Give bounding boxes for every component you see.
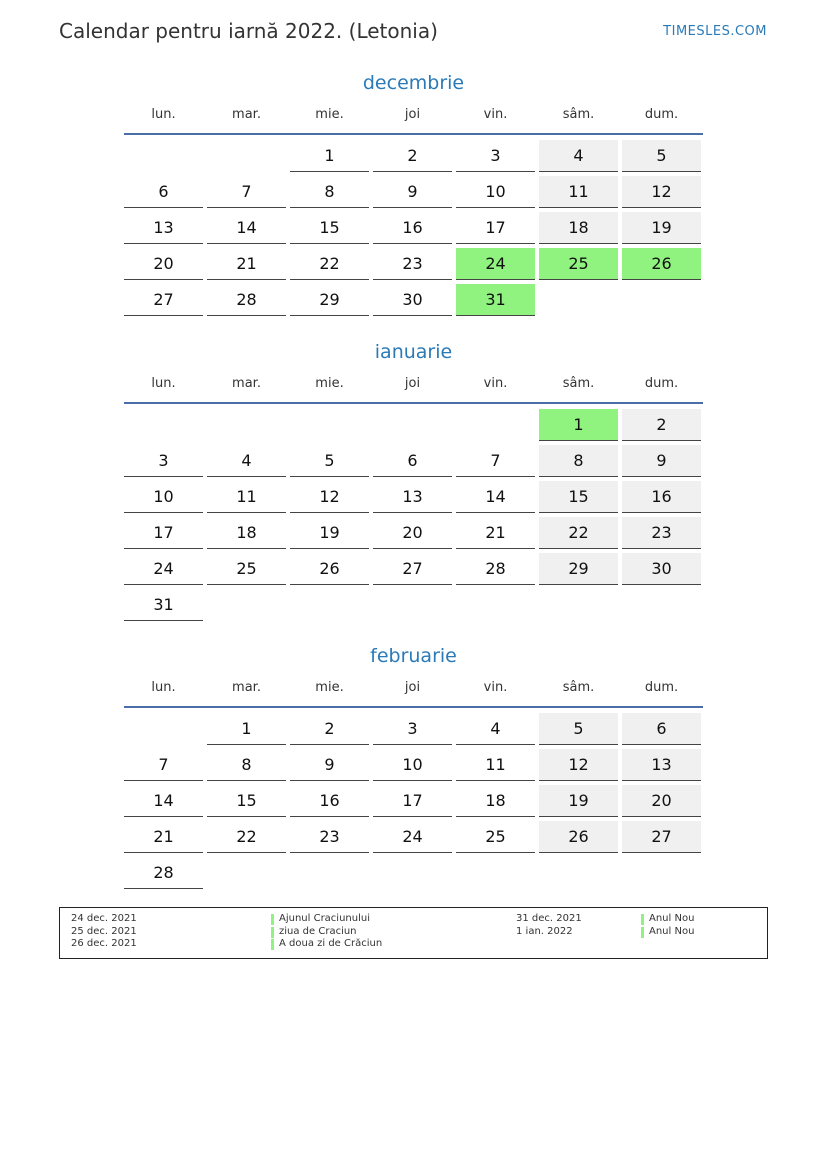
day-cell: 16	[373, 212, 452, 244]
day-cell: 15	[539, 481, 618, 513]
weekday-label: mie.	[315, 107, 344, 122]
legend-date: 31 dec. 2021	[516, 913, 582, 924]
weekday-label: sâm.	[562, 680, 595, 695]
legend-date: 1 ian. 2022	[516, 925, 573, 937]
empty-cell	[456, 409, 535, 441]
day-cell: 24	[456, 248, 535, 280]
empty-cell	[207, 589, 286, 621]
day-cell: 21	[207, 248, 286, 280]
day-cell: 3	[124, 445, 203, 477]
weekday-header	[124, 374, 703, 394]
empty-cell	[290, 857, 369, 889]
week-row	[124, 553, 703, 585]
empty-cell	[622, 589, 701, 621]
day-cell: 26	[290, 553, 369, 585]
weekday-label: vin.	[483, 376, 508, 391]
day-cell: 23	[622, 517, 701, 549]
day-cell: 13	[373, 481, 452, 513]
month-december	[124, 68, 703, 316]
day-cell: 4	[207, 445, 286, 477]
day-cell: 24	[124, 553, 203, 585]
day-cell: 8	[539, 445, 618, 477]
day-cell: 6	[622, 713, 701, 745]
empty-cell	[124, 409, 203, 441]
empty-cell	[124, 140, 203, 172]
empty-cell	[456, 589, 535, 621]
weekday-label: dum.	[644, 376, 679, 391]
day-cell: 31	[124, 589, 203, 621]
day-cell: 31	[456, 284, 535, 316]
day-cell: 3	[373, 713, 452, 745]
day-cell: 18	[456, 785, 535, 817]
month-january	[124, 337, 703, 621]
empty-cell	[622, 284, 701, 316]
day-cell: 29	[539, 553, 618, 585]
day-cell: 25	[539, 248, 618, 280]
day-cell: 8	[290, 176, 369, 208]
empty-cell	[207, 857, 286, 889]
day-cell: 26	[539, 821, 618, 853]
month-february	[124, 641, 703, 889]
day-cell: 9	[622, 445, 701, 477]
week-row	[124, 481, 703, 513]
empty-cell	[539, 589, 618, 621]
day-cell: 17	[124, 517, 203, 549]
weekday-label: mar.	[232, 376, 261, 391]
weekday-label: sâm.	[562, 376, 595, 391]
weekday-label: lun.	[151, 376, 176, 391]
weekday-label: sâm.	[562, 107, 595, 122]
weekday-label: dum.	[644, 680, 679, 695]
day-cell: 22	[207, 821, 286, 853]
day-cell: 10	[373, 749, 452, 781]
day-cell: 11	[539, 176, 618, 208]
day-cell: 18	[539, 212, 618, 244]
day-cell: 30	[622, 553, 701, 585]
weekday-label: mie.	[315, 680, 344, 695]
empty-cell	[207, 140, 286, 172]
day-cell: 18	[207, 517, 286, 549]
day-cell: 14	[456, 481, 535, 513]
week-row	[124, 176, 703, 208]
empty-cell	[207, 409, 286, 441]
empty-cell	[622, 857, 701, 889]
day-cell: 6	[373, 445, 452, 477]
week-row	[124, 713, 703, 745]
day-cell: 16	[290, 785, 369, 817]
day-cell: 27	[622, 821, 701, 853]
empty-cell	[290, 589, 369, 621]
day-cell: 25	[207, 553, 286, 585]
day-cell: 13	[622, 749, 701, 781]
weekday-label: joi	[404, 376, 421, 391]
weekday-header	[124, 678, 703, 698]
empty-cell	[539, 857, 618, 889]
day-cell: 16	[622, 481, 701, 513]
day-cell: 22	[539, 517, 618, 549]
day-cell: 1	[539, 409, 618, 441]
weekday-label: joi	[404, 107, 421, 122]
day-cell: 19	[539, 785, 618, 817]
week-row	[124, 140, 703, 172]
week-row	[124, 248, 703, 280]
day-cell: 12	[622, 176, 701, 208]
day-cell: 9	[290, 749, 369, 781]
brand-link[interactable]: TIMESLES.COM	[663, 24, 767, 39]
weekday-label: mie.	[315, 376, 344, 391]
day-cell: 28	[456, 553, 535, 585]
legend-entry	[60, 926, 767, 938]
day-cell: 19	[622, 212, 701, 244]
legend-holiday-name: Anul Nou	[649, 925, 695, 937]
holiday-marker	[271, 939, 274, 950]
day-cell: 6	[124, 176, 203, 208]
day-cell: 20	[373, 517, 452, 549]
day-cell: 7	[124, 749, 203, 781]
day-cell: 2	[622, 409, 701, 441]
day-cell: 17	[456, 212, 535, 244]
empty-cell	[373, 857, 452, 889]
holiday-marker	[641, 927, 644, 938]
day-cell: 15	[290, 212, 369, 244]
day-cell: 8	[207, 749, 286, 781]
weekday-label: lun.	[151, 107, 176, 122]
legend-holiday-name: A doua zi de Crăciun	[279, 938, 383, 949]
day-cell: 23	[290, 821, 369, 853]
calendar-grid	[124, 409, 703, 621]
weekday-header	[124, 105, 703, 125]
legend-entry	[60, 938, 767, 950]
header-divider	[124, 402, 703, 404]
day-cell: 11	[456, 749, 535, 781]
day-cell: 27	[373, 553, 452, 585]
weekday-label: vin.	[483, 680, 508, 695]
legend-holiday-name: Ajunul Craciunului	[279, 913, 370, 924]
legend-holiday-name: Anul Nou	[649, 913, 695, 924]
week-row	[124, 589, 703, 621]
header-divider	[124, 133, 703, 135]
month-name: decembrie	[362, 72, 465, 94]
day-cell: 15	[207, 785, 286, 817]
empty-cell	[539, 284, 618, 316]
empty-cell	[124, 713, 203, 745]
day-cell: 11	[207, 481, 286, 513]
legend-date: 24 dec. 2021	[71, 913, 137, 924]
week-row	[124, 409, 703, 441]
day-cell: 1	[290, 140, 369, 172]
calendar-grid	[124, 140, 703, 316]
page-title: Calendar pentru iarnă 2022. (Letonia)	[59, 19, 438, 43]
legend-date: 25 dec. 2021	[71, 925, 137, 937]
month-name: februarie	[370, 645, 457, 667]
day-cell: 28	[124, 857, 203, 889]
day-cell: 26	[622, 248, 701, 280]
holiday-marker	[641, 914, 644, 925]
day-cell: 29	[290, 284, 369, 316]
week-row	[124, 517, 703, 549]
day-cell: 22	[290, 248, 369, 280]
weekday-label: dum.	[644, 107, 679, 122]
day-cell: 20	[622, 785, 701, 817]
day-cell: 1	[207, 713, 286, 745]
weekday-label: joi	[404, 680, 421, 695]
day-cell: 30	[373, 284, 452, 316]
day-cell: 23	[373, 248, 452, 280]
week-row	[124, 785, 703, 817]
weekday-label: vin.	[483, 107, 508, 122]
legend-entry	[60, 913, 767, 925]
week-row	[124, 212, 703, 244]
day-cell: 28	[207, 284, 286, 316]
day-cell: 12	[539, 749, 618, 781]
weekday-label: mar.	[232, 680, 261, 695]
weekday-label: mar.	[232, 107, 261, 122]
month-name: ianuarie	[374, 341, 453, 363]
day-cell: 10	[456, 176, 535, 208]
week-row	[124, 749, 703, 781]
day-cell: 13	[124, 212, 203, 244]
week-row	[124, 445, 703, 477]
day-cell: 21	[456, 517, 535, 549]
day-cell: 24	[373, 821, 452, 853]
day-cell: 4	[539, 140, 618, 172]
empty-cell	[373, 409, 452, 441]
day-cell: 7	[207, 176, 286, 208]
day-cell: 14	[124, 785, 203, 817]
day-cell: 21	[124, 821, 203, 853]
day-cell: 20	[124, 248, 203, 280]
day-cell: 5	[290, 445, 369, 477]
day-cell: 17	[373, 785, 452, 817]
empty-cell	[456, 857, 535, 889]
week-row	[124, 857, 703, 889]
holiday-legend	[59, 907, 768, 959]
day-cell: 10	[124, 481, 203, 513]
empty-cell	[373, 589, 452, 621]
day-cell: 27	[124, 284, 203, 316]
day-cell: 12	[290, 481, 369, 513]
header-divider	[124, 706, 703, 708]
weekday-label: lun.	[151, 680, 176, 695]
empty-cell	[290, 409, 369, 441]
day-cell: 2	[373, 140, 452, 172]
day-cell: 5	[539, 713, 618, 745]
legend-holiday-name: ziua de Craciun	[279, 925, 357, 937]
week-row	[124, 284, 703, 316]
legend-date: 26 dec. 2021	[71, 938, 137, 949]
day-cell: 3	[456, 140, 535, 172]
calendar-grid	[124, 713, 703, 889]
day-cell: 5	[622, 140, 701, 172]
day-cell: 25	[456, 821, 535, 853]
day-cell: 14	[207, 212, 286, 244]
day-cell: 2	[290, 713, 369, 745]
week-row	[124, 821, 703, 853]
day-cell: 19	[290, 517, 369, 549]
day-cell: 7	[456, 445, 535, 477]
day-cell: 4	[456, 713, 535, 745]
day-cell: 9	[373, 176, 452, 208]
